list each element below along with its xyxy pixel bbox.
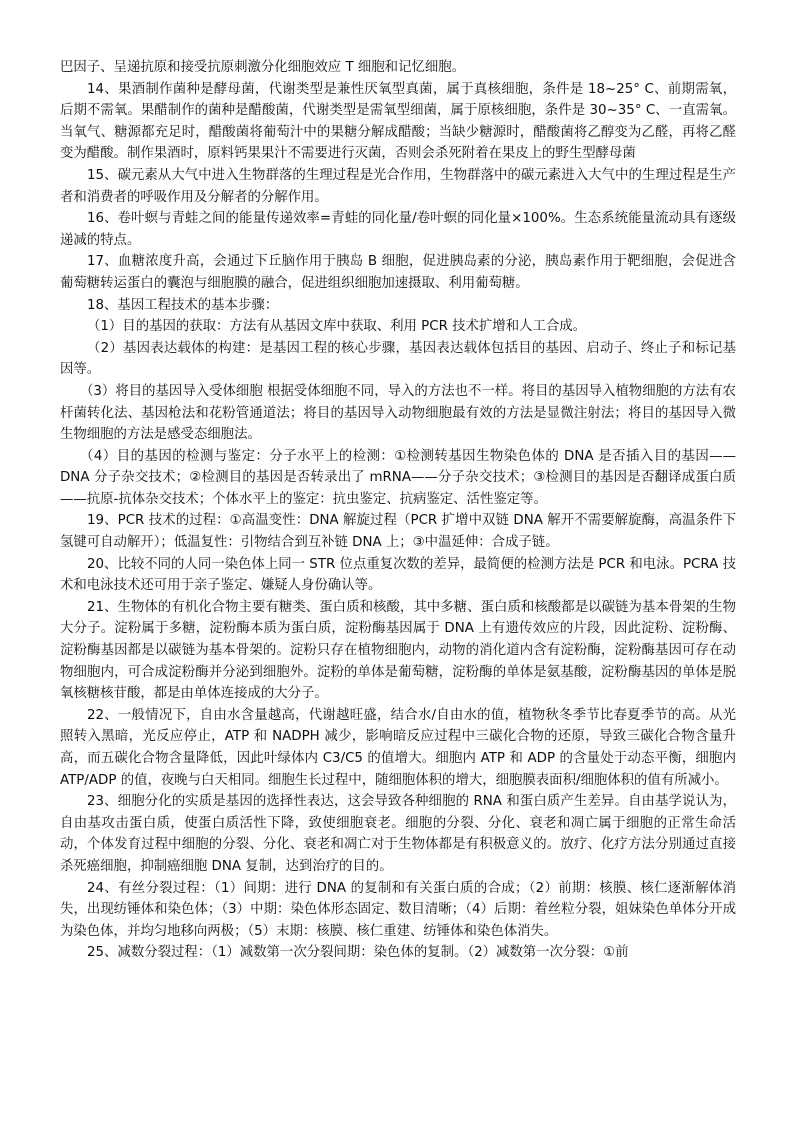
paragraph-18-3: （3）将目的基因导入受体细胞 根据受体细胞不同，导入的方法也不一样。将目的基因导入植物细胞的方法有农杆菌转化法、基因枪法和花粉管通道法；将目的基因导入动物细胞最有效的方法是显微注射法；将目的基因导入微生物细胞的方法是感受态细胞法。 [60, 383, 736, 443]
paragraph-24: 24、有丝分裂过程：（1）间期：进行 DNA 的复制和有关蛋白质的合成；（2）前期：核膜、核仁逐渐解体消失，出现纺锤体和染色体；（3）中期：染色体形态固定、数目清晰；（4）后期：着丝粒分裂，姐妹染色单体分开成为染色体，并均匀地移向两极；（5）末期：核膜、核仁重建、纺锤体和染色体消失。 [60, 880, 736, 939]
paragraph-continuation: 巴因子、呈递抗原和接受抗原刺激分化细胞效应 T 细胞和记忆细胞。 [60, 60, 466, 75]
paragraph-15: 15、碳元素从大气中进入生物群落的生理过程是光合作用，生物群落中的碳元素进入大气中的生理过程是生产者和消费者的呼吸作用及分解者的分解作用。 [60, 167, 736, 205]
paragraph-23: 23、细胞分化的实质是基因的选择性表达，这会导致各种细胞的 RNA 和蛋白质产生差异。自由基学说认为，自由基攻击蛋白质，使蛋白质活性下降，致使细胞衰老。细胞的分裂、分化、衰老和凋亡属于细胞的正常生命活动，个体发育过程中细胞的分裂、分化、衰老和凋亡对于生物体都是有积极意义的。放疗、化疗方法分别通过直接杀死癌细胞，抑制癌细胞 DNA 复制，达到治疗的目的。 [60, 794, 736, 874]
paragraph-18-1: （1）目的基因的获取：方法有从基因文库中获取、利用 PCR 技术扩增和人工合成。 [87, 319, 587, 335]
paragraph-18-4: （4）目的基因的检测与鉴定：分子水平上的检测：①检测转基因生物染色体的 DNA 是否插入目的基因——DNA 分子杂交技术；②检测目的基因是否转录出了 mRNA——分子杂交技术；③检测目的基因是否翻译成蛋白质——抗原-抗体杂交技术；个体水平上的鉴定：抗虫鉴定、抗病鉴定、活性鉴定等。 [60, 448, 736, 507]
paragraph-22: 22、一般情况下，自由水含量越高，代谢越旺盛，结合水/自由水的值，植物秋冬季节比春夏季节的高。从光照转入黑暗，光反应停止，ATP 和 NADPH 减少，影响暗反应过程中三碳化合物的还原，导致三碳化合物含量升高，而五碳化合物含量降低，因此叶绿体内 C3/C5 的值增大。细胞内 ATP 和 ADP 的含量处于动态平衡，细胞内 ATP/ADP 的值，夜晚与白天相同。细胞生长过程中，随细胞体积的增大，细胞膜表面积/细胞体积的值有所减小。 [60, 707, 736, 788]
document-body [60, 57, 736, 964]
paragraph-25: 25、减数分裂过程：（1）减数第一次分裂间期：染色体的复制。（2）减数第一次分裂：①前 [87, 945, 629, 961]
paragraph-16: 16、卷叶螟与青蛙之间的能量传递效率=青蛙的同化量/卷叶螟的同化量×100%。生态系统能量流动具有逐级递减的特点。 [60, 211, 736, 248]
paragraph-18-2: （2）基因表达载体的构建：是基因工程的核心步骤，基因表达载体包括目的基因、启动子、终止子和标记基因等。 [60, 340, 736, 378]
paragraph-17: 17、血糖浓度升高，会通过下丘脑作用于胰岛 B 细胞，促进胰岛素的分泌，胰岛素作用于靶细胞，会促进含葡萄糖转运蛋白的囊泡与细胞膜的融合，促进组织细胞加速摄取、利用葡萄糖。 [60, 254, 736, 291]
paragraph-20: 20、比较不同的人同一染色体上同一 STR 位点重复次数的差异，最简便的检测方法是 PCR 和电泳。PCRA 技术和电泳技术还可用于亲子鉴定、嫌疑人身份确认等。 [60, 556, 736, 594]
paragraph-14: 14、果酒制作菌种是酵母菌，代谢类型是兼性厌氧型真菌，属于真核细胞，条件是 18~25° C、前期需氧，后期不需氧。果醋制作的菌种是醋酸菌，代谢类型是需氧型细菌，属于原核细胞，条件是 30~35° C、一直需氧。当氧气、糖源都充足时，醋酸菌将葡萄汁中的果糖分解成醋酸；当缺少糖源时，醋酸菌将乙醇变为乙醛，再将乙醛变为醋酸。制作果酒时，原料钙果果汁不需要进行灭菌，否则会杀死附着在果皮上的野生型酵母菌 [60, 81, 736, 162]
paragraph-19: 19、PCR 技术的过程：①高温变性：DNA 解旋过程（PCR 扩增中双链 DNA 解开不需要解旋酶，高温条件下氢键可自动解开）；低温复性：引物结合到互补链 DNA 上；③中温延伸：合成子链。 [60, 513, 736, 551]
paragraph-21: 21、生物体的有机化合物主要有糖类、蛋白质和核酸，其中多糖、蛋白质和核酸都是以碳链为基本骨架的生物大分子。淀粉属于多糖，淀粉酶本质为蛋白质，淀粉酶基因属于 DNA 上有遗传效应的片段，因此淀粉、淀粉酶、淀粉酶基因都是以碳链为基本骨架的。淀粉只存在植物细胞内，动物的消化道内含有淀粉酶，淀粉酶基因可存在动物细胞内，可合成淀粉酶并分泌到细胞外。淀粉的单体是葡萄糖，淀粉酶的单体是氨基酸，淀粉酶基因的单体是脱氧核糖核苷酸，都是由单体连接成的大分子。 [60, 599, 736, 702]
paragraph-18: 18、基因工程技术的基本步骤： [87, 297, 279, 313]
